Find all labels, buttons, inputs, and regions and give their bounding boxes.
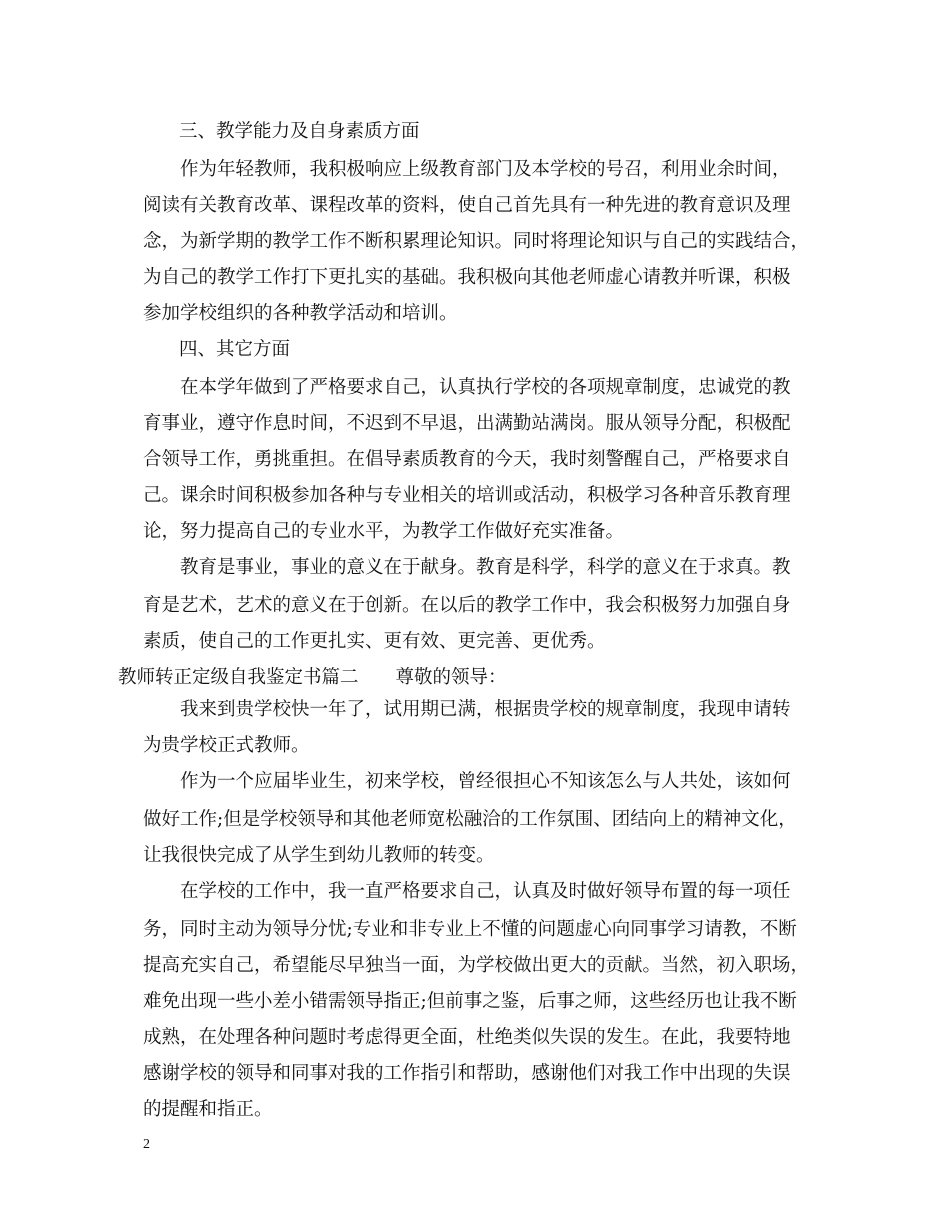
section-heading: 四、其它方面 — [179, 339, 291, 360]
paragraph-line: 成熟，在处理各种问题时考虑得更全面，杜绝类似失误的发生。在此，我要特地 — [143, 1027, 791, 1048]
paragraph-line: 在学校的工作中，我一直严格要求自己，认真及时做好领导布置的每一项任 — [180, 881, 791, 902]
paragraph-line: 阅读有关教育改革、课程改革的资料，使自己首先具有一种先进的教育意识及理 — [143, 195, 791, 216]
paragraph-line: 作为年轻教师，我积极响应上级教育部门及本学校的号召，利用业余时间， — [180, 159, 791, 180]
paragraph-line: 论，努力提高自己的专业水平，为教学工作做好充实准备。 — [143, 521, 625, 542]
paragraph-line: 念，为新学期的教学工作不断积累理论知识。同时将理论知识与自己的实践结合， — [143, 231, 810, 252]
paragraph-line: 做好工作;但是学校领导和其他老师宽松融洽的工作氛围、团结向上的精神文化， — [143, 809, 797, 830]
article-title: 教师转正定级自我鉴定书篇二 尊敬的领导： — [118, 667, 507, 688]
section-heading: 三、教学能力及自身素质方面 — [179, 121, 420, 142]
paragraph-line: 在本学年做到了严格要求自己，认真执行学校的各项规章制度，忠诚党的教 — [180, 377, 791, 398]
paragraph-line: 参加学校组织的各种教学活动和培训。 — [143, 303, 458, 324]
paragraph-line: 难免出现一些小差小错需领导指正;但前事之鉴，后事之师，这些经历也让我不断 — [143, 991, 797, 1012]
paragraph-line: 的提醒和指正。 — [143, 1099, 273, 1120]
paragraph-line: 育事业，遵守作息时间，不迟到不早退，出满勤站满岗。服从领导分配，积极配 — [143, 413, 791, 434]
paragraph-line: 让我很快完成了从学生到幼儿教师的转变。 — [143, 845, 495, 866]
paragraph-line: 务，同时主动为领导分忧;专业和非专业上不懂的问题虚心向同事学习请教，不断 — [143, 919, 797, 940]
paragraph-line: 教育是事业，事业的意义在于献身。教育是科学，科学的意义在于求真。教 — [180, 557, 791, 578]
paragraph-line: 合领导工作，勇挑重担。在倡导素质教育的今天，我时刻警醒自己，严格要求自 — [143, 449, 791, 470]
paragraph-line: 感谢学校的领导和同事对我的工作指引和帮助，感谢他们对我工作中出现的失误 — [143, 1063, 791, 1084]
paragraph-line: 我来到贵学校快一年了，试用期已满，根据贵学校的规章制度，我现申请转 — [180, 699, 791, 720]
paragraph-line: 育是艺术，艺术的意义在于创新。在以后的教学工作中，我会积极努力加强自身 — [143, 595, 791, 616]
paragraph-line: 素质，使自己的工作更扎实、更有效、更完善、更优秀。 — [143, 631, 606, 652]
paragraph-line: 己。课余时间积极参加各种与专业相关的培训或活动，积极学习各种音乐教育理 — [143, 485, 791, 506]
page-number: 2 — [143, 1137, 150, 1152]
paragraph-line: 为贵学校正式教师。 — [143, 735, 310, 756]
paragraph-line: 为自己的教学工作打下更扎实的基础。我积极向其他老师虚心请教并听课，积极 — [143, 267, 791, 288]
paragraph-line: 作为一个应届毕业生，初来学校，曾经很担心不知该怎么与人共处，该如何 — [180, 771, 791, 792]
paragraph-line: 提高充实自己，希望能尽早独当一面，为学校做出更大的贡献。当然，初入职场， — [143, 955, 810, 976]
